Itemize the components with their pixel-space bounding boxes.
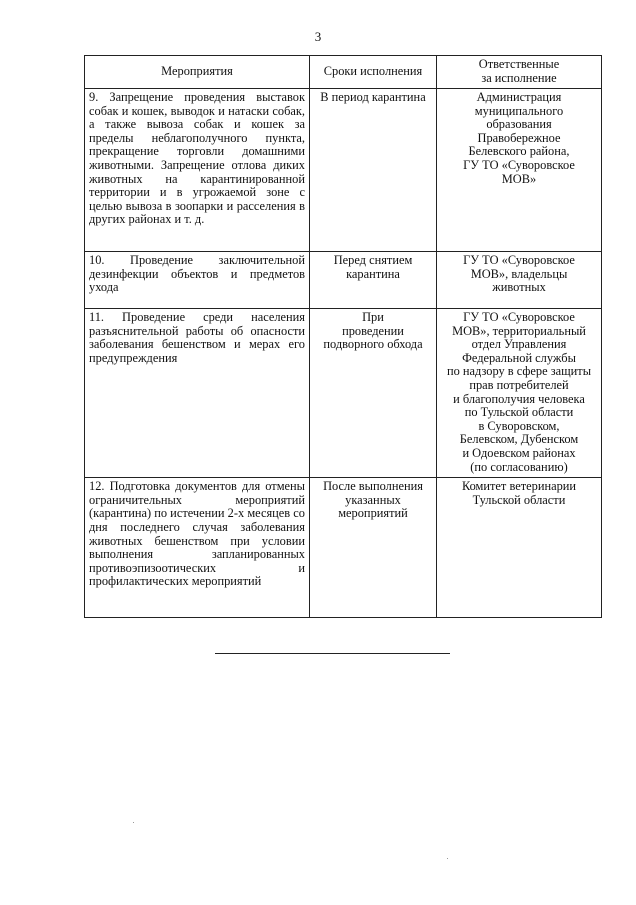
deadline-cell: В период карантина — [310, 89, 437, 252]
closing-rule — [215, 653, 450, 654]
page-number: 3 — [314, 29, 322, 44]
task-cell: 12. Подготовка документов для отмены ограничительных мероприятий (карантина) по истечении 2-х месяцев со дня последнего случая заболевания животных бешенством при условии выполнения запланированных противоэпизоотических и профилактических мероприятий — [85, 478, 310, 618]
task-cell: 11. Проведение среди населения разъяснительной работы об опасности заболевания бешенством и мерах его предупреждения — [85, 309, 310, 478]
header-responsible: Ответственные за исполнение — [437, 56, 602, 89]
scan-speck — [447, 858, 448, 859]
task-cell: 9. Запрещение проведения выставок собак и кошек, выводок и натаски собак, а также вывоза собак и кошек за пределы неблагополучного пункта, прекращение торговли домашними животными. Запрещение отлова диких животных на карантинированной территории и в угрожаемой зоне с целью вывоза в зоопарки и расселения в других районах и т. д. — [85, 89, 310, 252]
task-cell: 10. Проведение заключительной дезинфекции объектов и предметов ухода — [85, 252, 310, 309]
deadline-cell: После выполнения указанных мероприятий — [310, 478, 437, 618]
table-row — [85, 309, 602, 478]
responsible-cell: Администрация муниципального образования Правобережное Белевского района, ГУ ТО «Суворовское МОВ» — [437, 89, 602, 252]
responsible-cell: Комитет ветеринарии Тульской области — [437, 478, 602, 618]
deadline-cell: При проведении подворного обхода — [310, 309, 437, 478]
responsible-cell: ГУ ТО «Суворовское МОВ», владельцы животных — [437, 252, 602, 309]
responsible-cell: ГУ ТО «Суворовское МОВ», территориальный отдел Управления Федеральной службы по надзору в сфере защиты прав потребителей и благополучия человека по Тульской области в Суворовском, Белевском, Дубенском и Одоевском районах (по согласованию) — [437, 309, 602, 478]
table-header-row — [85, 56, 602, 89]
scan-speck — [133, 822, 134, 823]
measures-table — [84, 55, 602, 618]
header-measures: Мероприятия — [85, 56, 310, 89]
table-row — [85, 89, 602, 252]
table-row — [85, 478, 602, 618]
deadline-cell: Перед снятием карантина — [310, 252, 437, 309]
table-row — [85, 252, 602, 309]
header-deadlines: Сроки исполнения — [310, 56, 437, 89]
